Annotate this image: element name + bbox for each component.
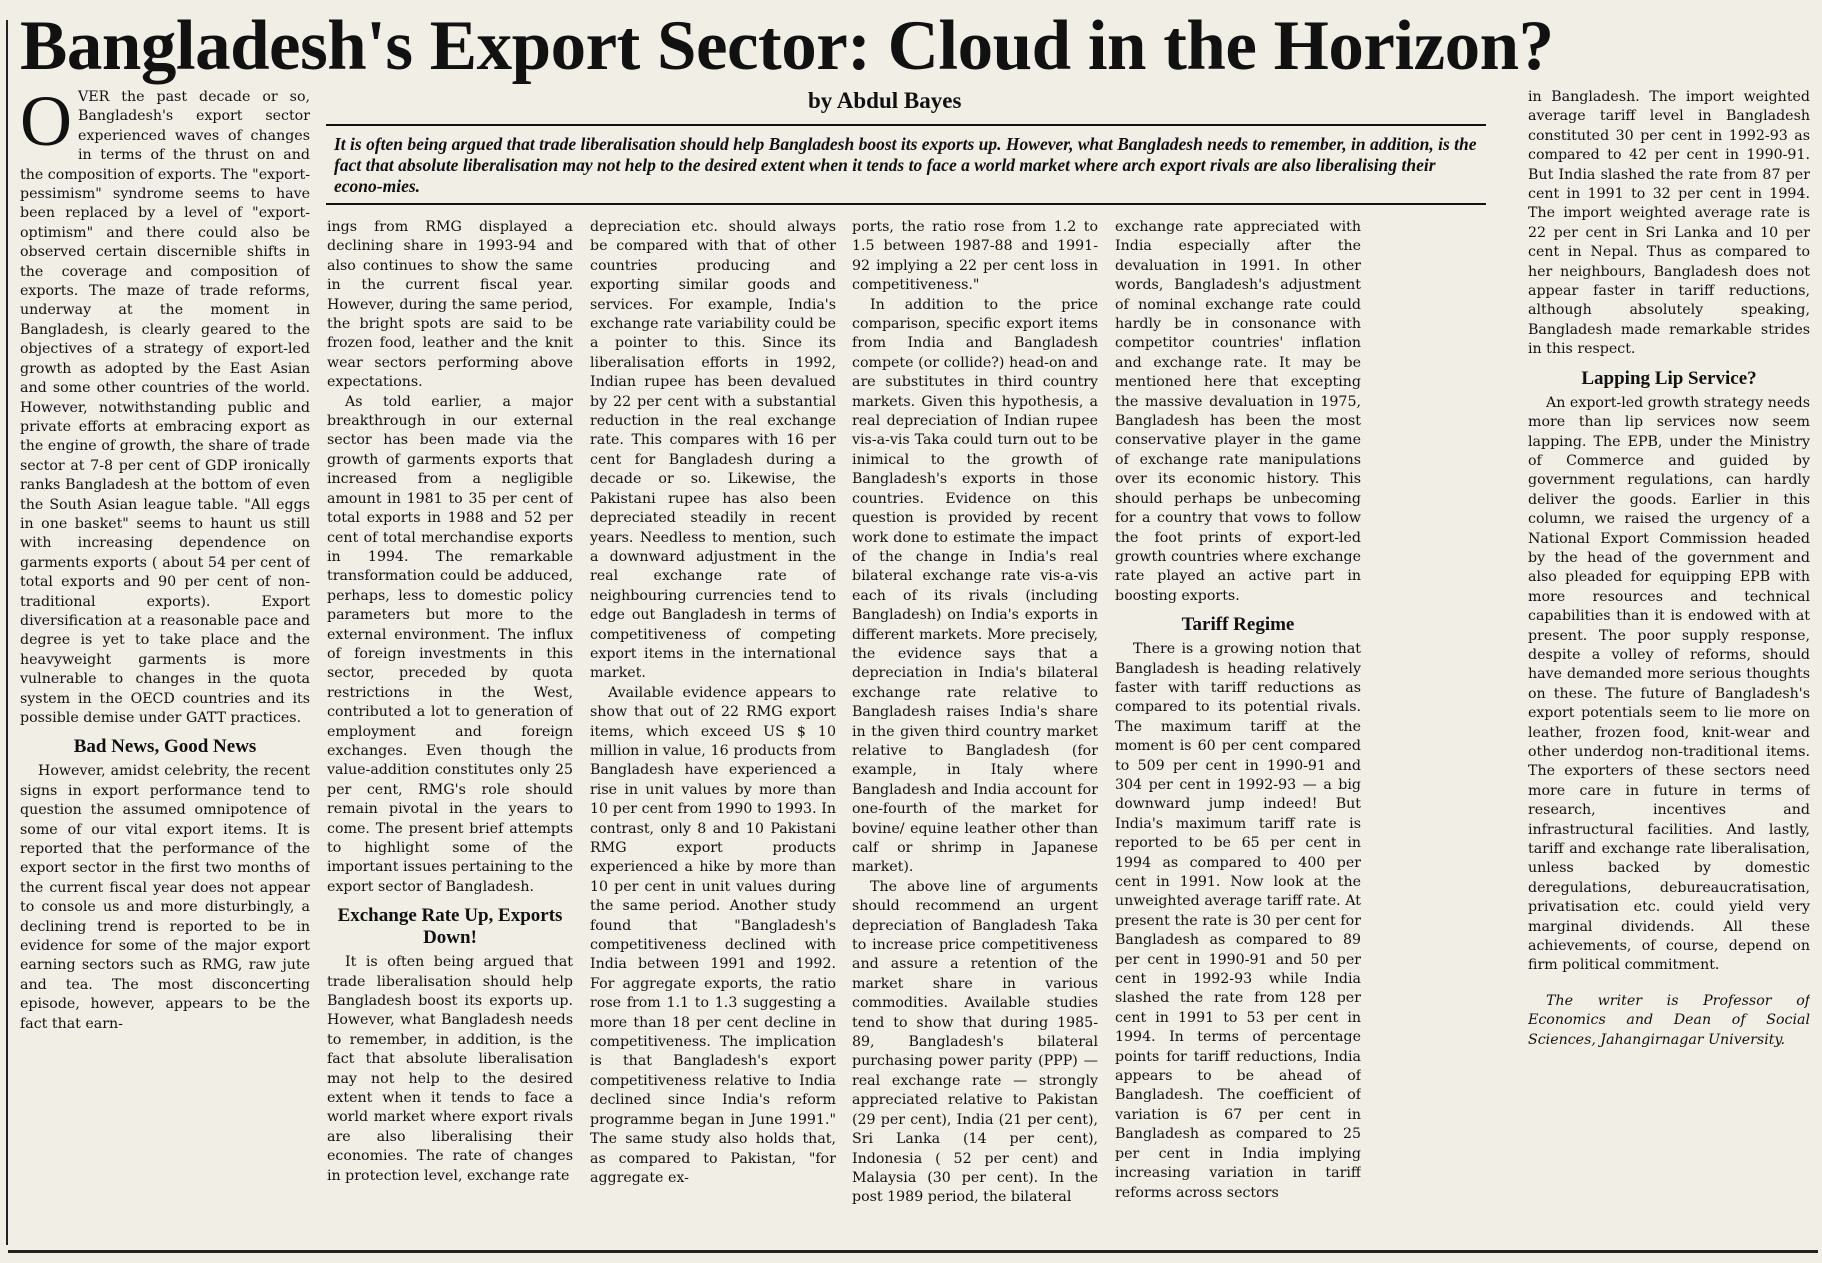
paragraph: There is a growing notion that Bangladesh is heading relatively faster with tariff reductions as compared to its potential rivals. The maximum tariff at the moment is 60 per cent compared to 509 per cent in 1990-91 and 304 per cent in 1992-93 — a big downward jump indeed! But India's maximum tariff rate is reported to be 65 per cent in 1994 as compared to 400 per cent in 1991. Now look at the unweighted average tariff rate. At present the rate is 30 per cent for Bangladesh as compared to 89 per cent in 1990-91 and 50 per cent in 1992-93 while India slashed the rate from 128 per cent in 1991 to 53 per cent in 1994. In terms of percentage points for tariff reductions, India appears to be ahead of Bangladesh. The coefficient of variation is 67 per cent in Bangladesh as compared to 25 per cent in India implying increasing variation in tariff reforms across sectors <box>1115 641 1361 1201</box>
byline: by Abdul Bayes <box>808 88 962 113</box>
bottom-rule <box>8 1250 1818 1253</box>
paragraph: In addition to the price comparison, specific export items from India and Bangladesh compete (or collide?) head-on and are substitutes in third country markets. Given this hypothesis, a real depreciation of Indian rupee vis-a-vis Taka could turn out to be inimical to the growth of Bangladesh's exports in those countries. Evidence on this question is provided by recent work done to estimate the impact of the change in India's real bilateral exchange rate vis-a-vis each of its rivals (including Bangladesh) on India's exports in different markets. More precisely, the evidence says that a depreciation in India's bilateral exchange rate relative to Bangladesh raises India's share in the given third country market relative to Bangladesh (for example, in Italy where Bangladesh and India account for one-fourth of the market for bovine/ equine leather other than calf or shrimp in Japanese market). <box>852 296 1098 876</box>
paragraph: It is often being argued that trade liberalisation should help Bangladesh boost its exports up. However, what Bangladesh needs to remember, in addition, is the fact that absolute liberalisation may not help to the desired extent when it tends to face a world market where export rivals are also liberalising their economies. The rate of changes in protection level, exchange rate <box>327 954 573 1184</box>
deck-summary: It is often being argued that trade liberalisation should help Bangladesh boost its exports up. However, what Bangladesh needs to remember, in addition, is the fact that absolute liberalisation may not help to the desired extent when it tends to face a world market where arch export rivals are also liberalising their econo-mies. <box>326 124 1486 205</box>
column-2 <box>327 218 573 1248</box>
paragraph: depreciation etc. should always be compared with that of other countries producing and exporting similar goods and services. For example, India's exchange rate variability could be a pointer to this. Since its liberalisation efforts in 1992, Indian rupee has been devalued by 22 per cent with a substantial reduction in the real exchange rate. This compares with 16 per cent for Bangladesh during a decade or so. Likewise, the Pakistani rupee has also been depreciated steadily in recent years. Needless to mention, such a downward adjustment in the real exchange rate of neighbouring currencies tend to edge out Bangladesh in terms of competitiveness of competing export items in the international market. <box>590 219 836 682</box>
subhead-lapping-lip-service: Lapping Lip Service? <box>1581 367 1757 389</box>
paragraph: ports, the ratio rose from 1.2 to 1.5 between 1987-88 and 1991-92 implying a 22 per cent loss in competitiveness." <box>852 219 1098 294</box>
paragraph: The above line of arguments should recommend an urgent depreciation of Bangladesh Taka to increase price competitiveness and assure a retention of the market share in various commodities. Available studies tend to show that during 1985-89, Bangladesh's bilateral purchasing power parity (PPP) — real exchange rate — strongly appreciated relative to Pakistan (29 per cent), India (21 per cent), Sri Lanka (14 per cent), Indonesia ( 52 per cent) and Malaysia (30 per cent). In the post 1989 period, the bilateral <box>852 878 1098 1206</box>
column-rule <box>6 20 8 1245</box>
subhead-bad-news: Bad News, Good News <box>73 736 257 758</box>
paragraph: ings from RMG displayed a declining share in 1993-94 and also continues to show the same in the current fiscal year. However, during the same period, the bright spots are said to be frozen food, leather and the knit wear sectors performing above expectations. <box>327 219 573 391</box>
paragraph: An export-led growth strategy needs more than lip services now seem lapping. The EPB, under the Ministry of Commerce and guided by government regulations, can hardly deliver the goods. Earlier in this column, we raised the urgency of a National Export Commission headed by the head of the government and also pleaded for equipping EPB with more resources and technical capabilities than it is endowed with at present. The poor supply response, despite a volley of reforms, should have demanded more serious thoughts on these. The future of Bangladesh's export potentials seem to lie more on leather, frozen food, knit-wear and other underdog non-traditional items. The exporters of these sectors need more care in future in terms of research, incentives and infrastructural facilities. And lastly, tariff and exchange rate liberalisation, unless backed by domestic deregulations, debureaucratisation, privatisation etc. could yield very marginal dividends. All these achievements, of course, depend on firm political commitment. <box>1528 394 1810 974</box>
paragraph: However, amidst celebrity, the recent signs in export performance tend to question the assumed omnipotence of some of our vital export items. It is reported that the performance of the export sector in the first two months of the current fiscal year does not appear to console us and more disturbingly, a declining trend is reported to be in evidence for some of the major export earning sectors such as RMG, raw jute and tea. The most disconcerting episode, however, appears to be the fact that earn- <box>20 763 310 1032</box>
paragraph: Available evidence appears to show that out of 22 RMG export items, which exceed US $ 10 million in value, 16 products from Bangladesh have experienced a rise in unit values by more than 10 per cent from 1990 to 1993. In contrast, only 8 and 10 Pakistani RMG export products experienced a hike by more than 10 per cent in unit values during the same period. Another study found that "Bangladesh's competitiveness declined with India between 1991 and 1992. For aggregate exports, the ratio rose from 1.1 to 1.3 suggesting a more than 18 per cent decline in competitiveness. The implication is that Bangladesh's export competitiveness relative to India declined since India's reform programme began in June 1991." The same study also holds that, as compared to Pakistan, "for aggregate ex- <box>590 684 836 1186</box>
opening-paragraph <box>20 88 310 728</box>
column-1 <box>20 88 310 1248</box>
subhead-tariff-regime: Tariff Regime <box>1181 614 1295 636</box>
opening-paragraph-text: VER the past decade or so, Bangladesh's export sector experienced waves of changes in terms of the thrust on and the composition of exports. The "export-pessimism" syndrome seems to have been replaced by a level of "export-optimism" and there could also be observed certain discernible shifts in the coverage and composition of exports. The maze of trade reforms, underway at the moment in Bangladesh, is clearly geared to the objectives of a strategy of export-led growth as adopted by the East Asian and some other countries of the world. However, notwithstanding public and private efforts at embracing export as the engine of growth, the share of trade sector at 7-8 per cent of GDP ironically ranks Bangladesh at the bottom of even the South Asian league table. "All eggs in one basket" seems to haunt us still with increasing dependence on garments exports ( about 54 per cent of total exports and 90 per cent of non-traditional exports). Export diversification at a reasonable pace and degree is yet to take place and the heavyweight garments is more vulnerable to changes in the quota system in the OECD countries and its possible demise under GATT practices. <box>20 89 310 726</box>
column-6 <box>1528 88 1810 1248</box>
author-credit: The writer is Professor of Economics and Dean of Social Sciences, Jahangirnagar University. <box>1528 992 1810 1048</box>
column-4 <box>852 218 1098 1248</box>
drop-cap: O <box>20 88 72 161</box>
paragraph: in Bangladesh. The import weighted average tariff level in Bangladesh constituted 30 per cent in 1992-93 as compared to 42 per cent in 1990-91. But India slashed the rate from 87 per cent in 1991 to 32 per cent in 1994. The import weighted average rate is 22 per cent in Sri Lanka and 10 per cent in Nepal. Thus as compared to her neighbours, Bangladesh does not appear faster in tariff reductions, although absolutely speaking, Bangladesh made remarkable strides in this respect. <box>1528 89 1810 358</box>
paragraph: exchange rate appreciated with India especially after the devaluation in 1991. In other words, Bangladesh's adjustment of nominal exchange rate could hardly be in consonance with competitor countries' inflation and exchange rate. It may be mentioned here that excepting the massive devaluation in 1975, Bangladesh has been the most conservative player in the game of exchange rate manipulations over its economic history. This should perhaps be unbecoming for a country that vows to follow the foot prints of export-led growth countries where exchange rate played an active part in boosting exports. <box>1115 219 1361 604</box>
column-5 <box>1115 218 1361 1248</box>
paragraph: As told earlier, a major breakthrough in our external sector has been made via the growth of garments exports that increased from a negligible amount in 1981 to 35 per cent of total exports in 1988 and 52 per cent of total merchandise exports in 1994. The remarkable transformation could be adduced, perhaps, less to domestic policy parameters but more to the external environment. The influx of foreign investments in this sector, preceded by quota restrictions in the West, contributed a lot to generation of employment and foreign exchanges. Even though the value-addition constitutes only 25 per cent, RMG's role should remain pivotal in the years to come. The present brief attempts to highlight some of the important issues pertaining to the export sector of Bangladesh. <box>327 393 573 895</box>
subhead-exchange-rate: Exchange Rate Up, Exports Down! <box>337 905 563 949</box>
column-3 <box>590 218 836 1248</box>
headline: Bangladesh's Export Sector: Cloud in the Horizon? <box>20 7 1554 85</box>
